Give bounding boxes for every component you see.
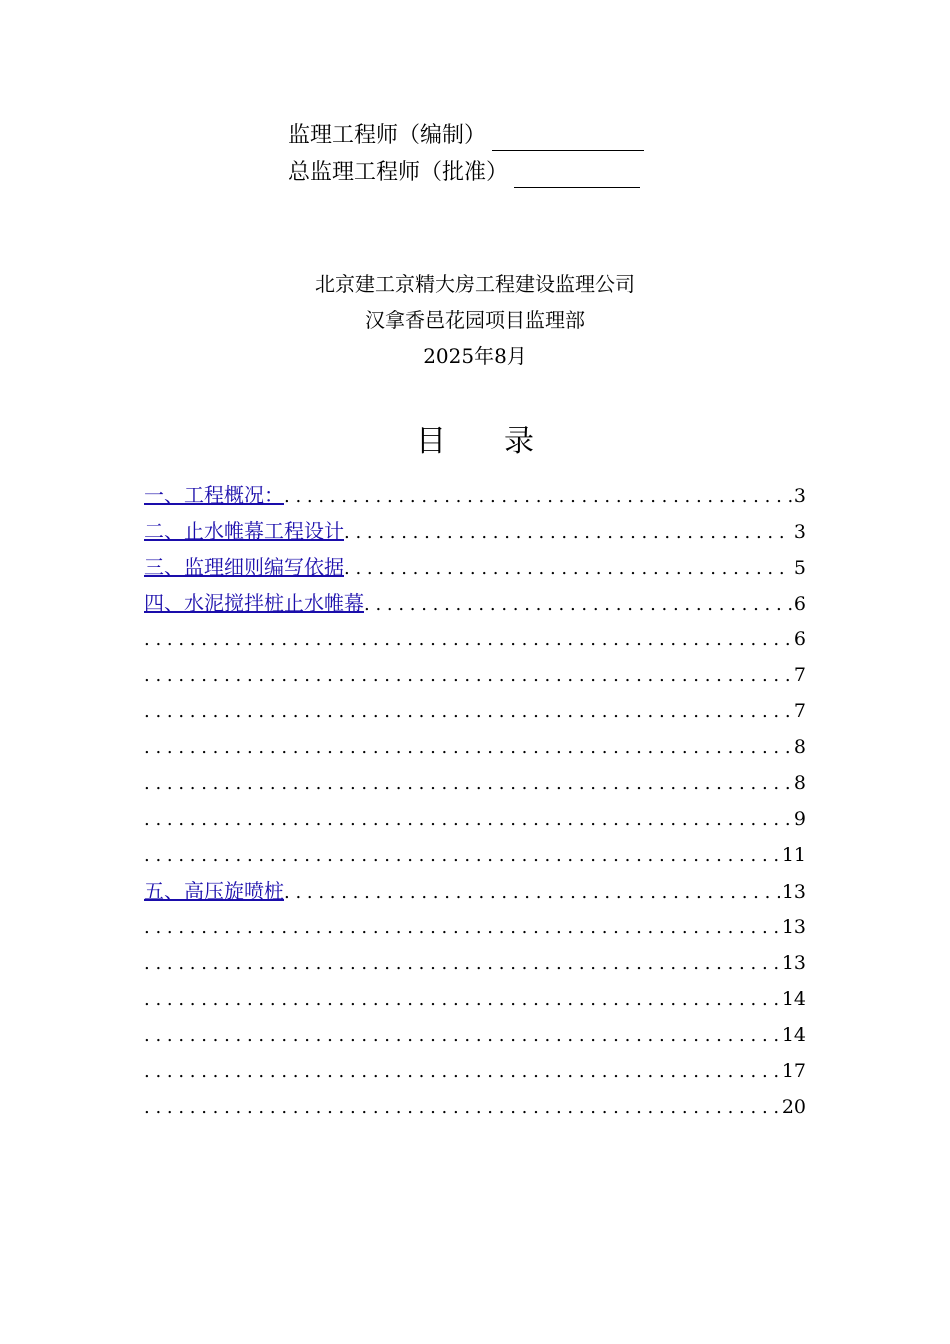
- toc-entry: [144, 766, 806, 802]
- toc-leader-dots: [144, 695, 792, 729]
- toc-title: 目录: [416, 424, 592, 459]
- toc-leader-dots: [364, 588, 792, 622]
- toc-leader-dots: [144, 1091, 780, 1125]
- toc-page-number: 14: [781, 988, 806, 1010]
- toc-entry: [144, 802, 806, 838]
- toc-entry: [144, 946, 806, 982]
- toc-leader-dots: [144, 911, 780, 945]
- signature-approver-label: 总监理工程师（批准）: [288, 160, 509, 185]
- signature-approver: [288, 158, 640, 188]
- toc-entry: [144, 910, 806, 946]
- toc-entry: [144, 730, 806, 766]
- toc-entry: [144, 1090, 806, 1126]
- toc-page-number: 3: [793, 485, 806, 507]
- signature-approver-blank: [514, 165, 640, 188]
- toc-leader-dots: [144, 947, 780, 981]
- toc-page-number: 7: [793, 700, 806, 722]
- toc-entry[interactable]: [144, 874, 806, 910]
- toc-leader-dots: [144, 659, 792, 693]
- toc-leader-dots: [344, 552, 792, 586]
- toc-leader-dots: [144, 839, 780, 873]
- project-department: 汉拿香邑花园项目监理部: [365, 308, 585, 332]
- toc-entry-link[interactable]: 五、高压旋喷桩: [144, 879, 284, 903]
- toc-page-number: 14: [781, 1024, 806, 1046]
- toc-page-number: 8: [793, 772, 806, 794]
- toc-page-number: 6: [793, 628, 806, 650]
- toc-leader-dots: [144, 1055, 780, 1089]
- toc-leader-dots: [144, 623, 792, 657]
- toc-leader-dots: [144, 731, 792, 765]
- toc-page-number: 17: [781, 1060, 806, 1082]
- toc-page-number: 13: [781, 952, 806, 974]
- toc-leader-dots: [144, 803, 792, 837]
- toc-entry: [144, 694, 806, 730]
- toc-entry: [144, 622, 806, 658]
- toc-entry: [144, 838, 806, 874]
- toc-leader-dots: [284, 876, 780, 910]
- toc-entry: [144, 1054, 806, 1090]
- signature-compiler-blank: [492, 128, 644, 151]
- toc-page-number: 11: [781, 844, 806, 866]
- document-date: 2025年8月: [423, 344, 527, 368]
- toc-entry[interactable]: [144, 550, 806, 586]
- toc-page-number: 6: [793, 593, 806, 615]
- toc-entry[interactable]: [144, 478, 806, 514]
- toc-entry-link[interactable]: 二、止水帷幕工程设计: [144, 519, 344, 543]
- toc-entry-link[interactable]: 一、工程概况：: [144, 483, 284, 507]
- toc-entry: [144, 1018, 806, 1054]
- table-of-contents: [144, 478, 806, 1126]
- toc-leader-dots: [344, 516, 792, 550]
- toc-leader-dots: [144, 1019, 780, 1053]
- toc-entry-link[interactable]: 三、监理细则编写依据: [144, 555, 344, 579]
- toc-page-number: 13: [781, 916, 806, 938]
- toc-leader-dots: [144, 767, 792, 801]
- toc-entry[interactable]: [144, 586, 806, 622]
- toc-entry: [144, 658, 806, 694]
- toc-page-number: 5: [793, 557, 806, 579]
- signature-compiler: [288, 121, 644, 151]
- toc-page-number: 8: [793, 736, 806, 758]
- toc-entry[interactable]: [144, 514, 806, 550]
- toc-leader-dots: [284, 480, 792, 514]
- toc-leader-dots: [144, 983, 780, 1017]
- toc-page-number: 3: [793, 521, 806, 543]
- company-name: 北京建工京精大房工程建设监理公司: [315, 272, 635, 296]
- signature-compiler-label: 监理工程师（编制）: [288, 123, 487, 148]
- toc-entry-link[interactable]: 四、水泥搅拌桩止水帷幕: [144, 591, 364, 615]
- toc-page-number: 7: [793, 664, 806, 686]
- toc-entry: [144, 982, 806, 1018]
- toc-page-number: 9: [793, 808, 806, 830]
- toc-page-number: 20: [781, 1096, 806, 1118]
- toc-page-number: 13: [781, 881, 806, 903]
